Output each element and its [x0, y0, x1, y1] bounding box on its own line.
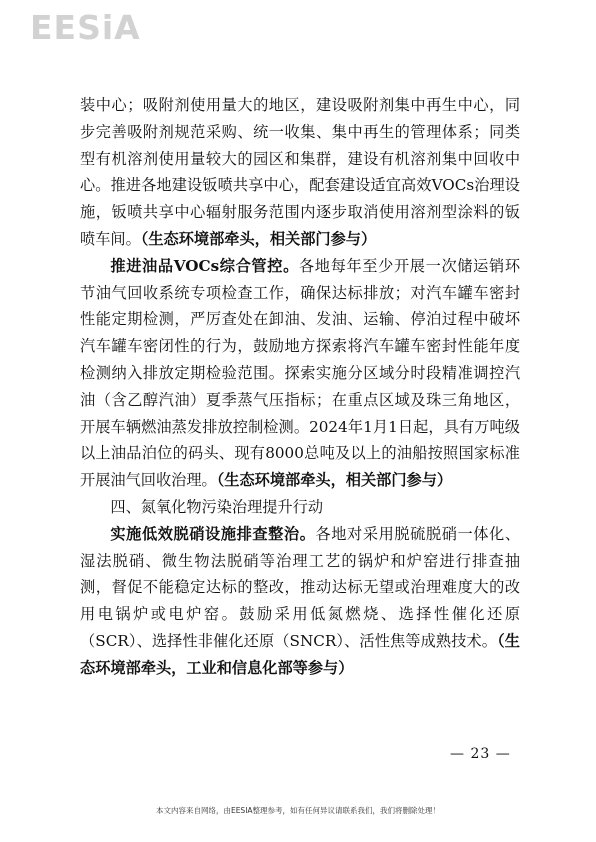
paragraph-1-responsible: （生态环境部牵头，相关部门参与） — [140, 229, 377, 248]
paragraph-1 — [80, 92, 520, 253]
paragraph-2-title: 推进油品VOCs综合管控。 — [110, 256, 299, 275]
paragraph-2-text: 各地每年至少开展一次储运销环节油气回收系统专项检查工作，确保达标排放；对汽车罐车密封性能定期检测，严厉查处在卸油、发油、运输、停泊过程中破坏汽车罐车密闭性的行为，鼓励地方探索将汽车罐车密封性能年度检测纳入排放定期检验范围。探索实施分区域分时段精准调控汽油（含乙醇汽油）夏季蒸气压指标；在重点区域及珠三角地区，开展车辆燃油蒸发排放控制检测。2024年1月1日起，具有万吨级以上油品泊位的码头、现有8000总吨及以上的油船按照国家标准开展油气回收治理。 — [80, 256, 521, 490]
paragraph-3-text: 各地对采用脱硫脱硝一体化、湿法脱硝、微生物法脱硝等治理工艺的锅炉和炉窑进行排查抽测，督促不能稳定达标的整改，推动达标无望或治理难度大的改用电锅炉或电炉窑。鼓励采用低氮燃烧、选择性催化还原（SCR）、选择性非催化还原（SNCR）、活性焦等成熟技术。 — [80, 524, 521, 650]
footer-notice: 本文内容来自网络，由EESIA整理参考，如有任何异议请联系我们，我们将删除处理！ — [155, 806, 441, 815]
document-body — [80, 92, 520, 682]
page-number: — 23 — — [450, 746, 511, 762]
paragraph-1-text: 装中心；吸附剂使用量大的地区，建设吸附剂集中再生中心，同步完善吸附剂规范采购、统一收集、集中再生的管理体系；同类型有机溶剂使用量较大的园区和集群，建设有机溶剂集中回收中心。推进各地建设钣喷共享中心，配套建设适宜高效VOCs治理设施，钣喷共享中心辐射服务范围内逐步取消使用溶剂型涂料的钣喷车间。 — [80, 96, 520, 248]
eesia-logo: EESiA — [30, 8, 141, 47]
paragraph-2 — [80, 253, 520, 494]
paragraph-3-title: 实施低效脱硝设施排查整治。 — [110, 524, 316, 543]
section-heading-4: 四、氮氧化物污染治理提升行动 — [110, 497, 324, 516]
paragraph-2-responsible: （生态环境部牵头，相关部门参与） — [216, 471, 453, 490]
paragraph-3-responsible: （生态环境部牵头，工业和信息化部等参与） — [80, 631, 520, 677]
paragraph-3 — [80, 521, 520, 682]
